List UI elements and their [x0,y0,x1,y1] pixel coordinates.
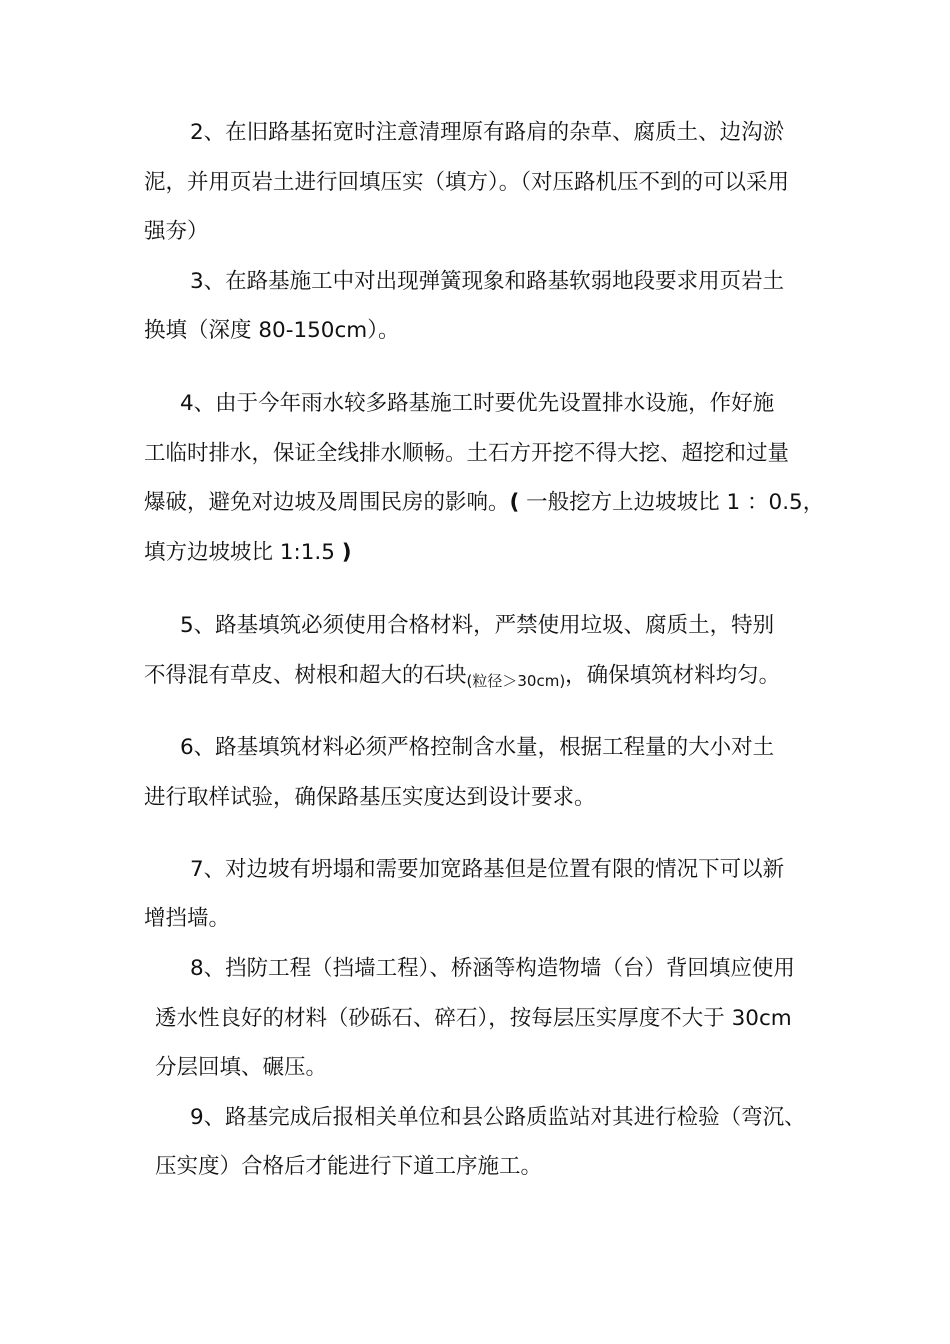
para-5-line-1: 5、路基填筑必须使用合格材料，严禁使用垃圾、腐质土，特别 [180,613,775,638]
para-4-line-3-ratio: 一般挖方上边坡坡比 1 ：0.5， [519,490,825,515]
para-9-line-2: 压实度）合格后才能进行下道工序施工。 [155,1154,543,1179]
para-4-line-2: 工临时排水，保证全线排水顺畅。土石方开挖不得大挖、超挖和过量 [144,441,790,466]
para-3-line-1: 3、在路基施工中对出现弹簧现象和路基软弱地段要求用页岩土 [190,269,785,294]
para-4-line-3-text: 爆破，避免对边坡及周围民房的影响。 [144,490,510,515]
para-8-line-3: 分层回填、碾压。 [155,1055,328,1080]
para-8-line-2: 透水性良好的材料（砂砾石、碎石），按每层压实厚度不大于 30cm [155,1006,792,1031]
para-7-line-1: 7、对边坡有坍塌和需要加宽路基但是位置有限的情况下可以新 [190,857,785,882]
para-8-line-1: 8、挡防工程（挡墙工程）、桥涵等构造物墙（台）背回填应使用 [190,956,795,981]
para-5-line-2-text: 不得混有草皮、树根和超大的石块 [144,663,467,688]
para-4-line-1: 4、由于今年雨水较多路基施工时要优先设置排水设施，作好施 [180,391,775,416]
para-7-line-2: 增挡墙。 [144,906,231,931]
para-4-line-4-text: 填方边坡坡比 1:1.5 [144,540,342,565]
para-5-line-2-end: ，确保填筑材料均匀。 [565,663,781,688]
para-9-line-1: 9、路基完成后报相关单位和县公路质监站对其进行检验（弯沉、 [190,1105,806,1130]
para-2-line-2: 泥，并用页岩土进行回填压实（填方）。（对压路机压不到的可以采用 [144,170,790,195]
para-2-line-3: 强夯） [144,219,209,244]
para-4-close-paren: ) [341,540,352,565]
para-4-open-paren: ( [509,490,520,515]
para-6-line-1: 6、路基填筑材料必须严格控制含水量，根据工程量的大小对土 [180,735,775,760]
para-5-line-2 [144,661,780,696]
para-2-line-1: 2、在旧路基拓宽时注意清理原有路肩的杂草、腐质土、边沟淤 [190,120,785,145]
para-4-line-3 [144,488,824,518]
para-6-line-2: 进行取样试验，确保路基压实度达到设计要求。 [144,785,596,810]
para-5-particle-size: (粒径＞30cm) [466,672,566,690]
para-3-line-2: 换填（深度 80-150cm）。 [144,318,400,343]
para-4-line-4 [144,538,352,568]
